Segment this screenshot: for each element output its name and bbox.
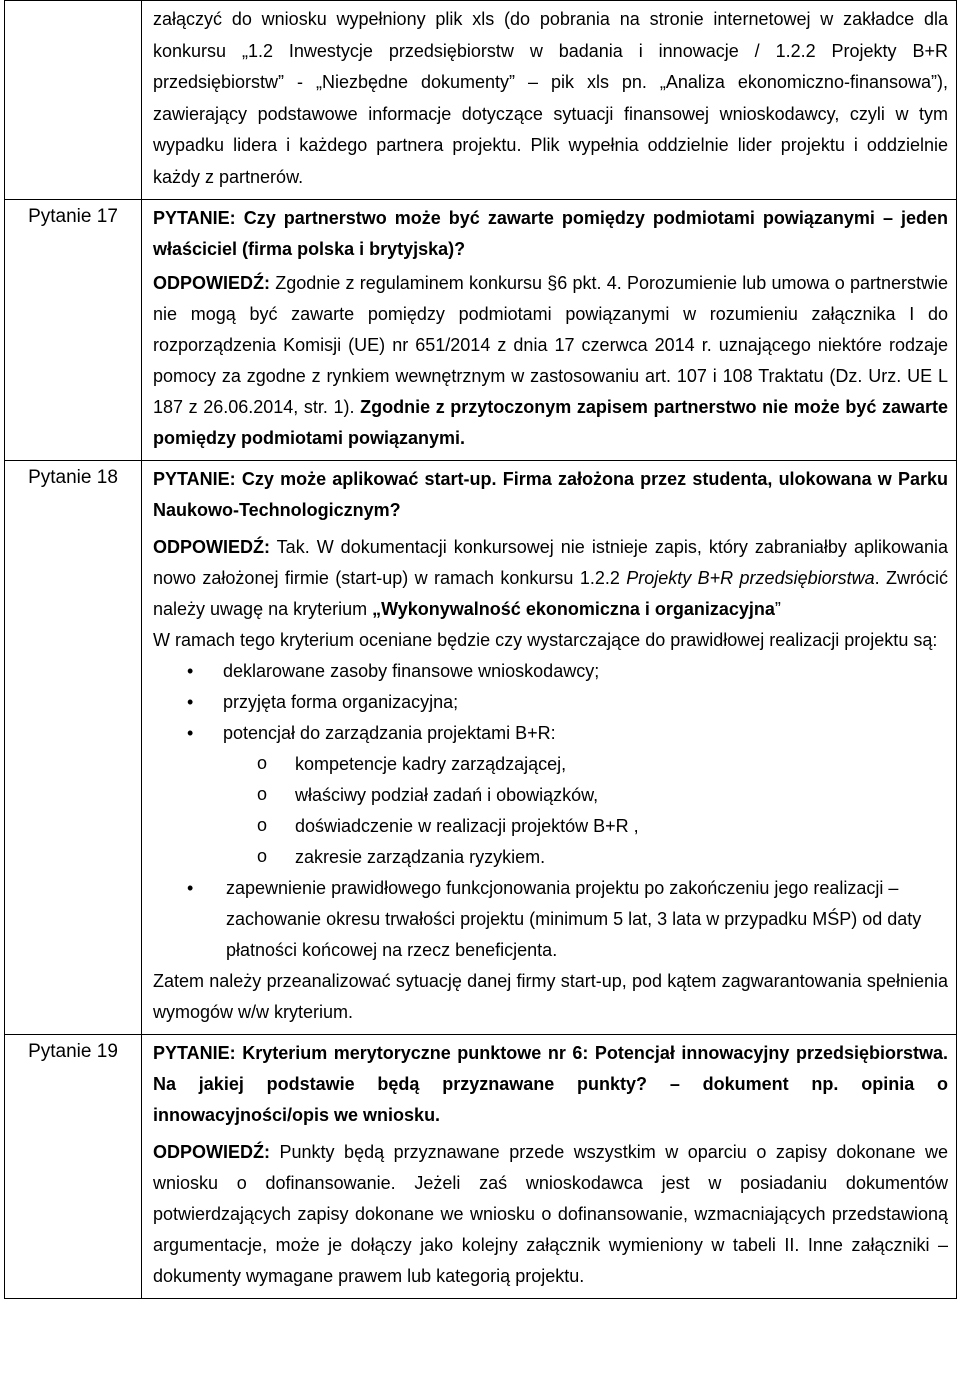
table-row bbox=[5, 1, 957, 200]
table-row bbox=[5, 200, 957, 461]
row-label-empty bbox=[5, 1, 142, 200]
list-item: • potencjał do zarządzania projektami B+R: o kompetencje kadry zarządzającej, o właściwy podział zadań i obowiązków, o doświadczenie w realizacji projektów B+R , o zakresie zarządzania ryzykiem. bbox=[153, 718, 948, 873]
question-label: Pytanie 18 bbox=[5, 461, 142, 1035]
row-content bbox=[142, 1, 957, 200]
answer-text: ODPOWIEDŹ: Tak. W dokumentacji konkursowej nie istnieje zapis, który zabraniałby aplikowania nowo założonej firmie (start-up) w ramach konkursu 1.2.2 Projekty B+R przedsiębiorstwa. Zwrócić należy uwagę na kryterium „Wykonywalność ekonomiczna i organizacyjna” bbox=[153, 537, 949, 619]
list-item: o właściwy podział zadań i obowiązków, bbox=[223, 780, 948, 811]
qa-table bbox=[4, 0, 957, 1299]
question-text: PYTANIE: Czy partnerstwo może być zawarte pomiędzy podmiotami powiązanymi – jeden właściciel (firma polska i brytyjska)? bbox=[153, 208, 948, 259]
list-item: o kompetencje kadry zarządzającej, bbox=[223, 749, 948, 780]
question-text: PYTANIE: Kryterium merytoryczne punktowe nr 6: Potencjał innowacyjny przedsiębiorstwa. Na jakiej podstawie będą przyznawane punkty? – dokument np. opinia o innowacyjności/opis we wniosku. bbox=[153, 1043, 948, 1125]
row-content bbox=[142, 1035, 957, 1299]
question-label: Pytanie 17 bbox=[5, 200, 142, 461]
continuation-text: załączyć do wniosku wypełniony plik xls (do pobrania na stronie internetowej w zakładce dla konkursu „1.2 Inwestycje przedsiębiorstw w badania i innowacje / 1.2.2 Projekty B+R przedsiębiorstw” - „Niezbędne dokumenty” – pik xls pn. „Analiza ekonomiczno-finansowa”), zawierający podstawowe informacje dotyczące sytuacji finansowej wnioskodawcy, czyli w tym wypadku lidera i każdego partnera projektu. Plik wypełnia oddzielnie lider projektu i oddzielnie każdy z partnerów. bbox=[153, 9, 948, 187]
table-row bbox=[5, 1035, 957, 1299]
table-row bbox=[5, 461, 957, 1035]
list-item: • deklarowane zasoby finansowe wnioskodawcy; bbox=[153, 656, 948, 687]
list-item: • zapewnienie prawidłowego funkcjonowania projektu po zakończeniu jego realizacji –zachowanie okresu trwałości projektu (minimum 5 lat, 3 lata w przypadku MŚP) od daty płatności końcowej na rzecz beneficjenta. bbox=[153, 873, 948, 966]
criterion-intro: W ramach tego kryterium oceniane będzie czy wystarczające do prawidłowej realizacji projektu są: bbox=[153, 630, 938, 650]
list-item: • przyjęta forma organizacyjna; bbox=[153, 687, 948, 718]
row-content bbox=[142, 461, 957, 1035]
conclusion-text: Zatem należy przeanalizować sytuację danej firmy start-up, pod kątem zagwarantowania spełnienia wymogów w/w kryterium. bbox=[153, 971, 948, 1022]
question-label: Pytanie 19 bbox=[5, 1035, 142, 1299]
question-text: PYTANIE: Czy może aplikować start-up. Firma założona przez studenta, ulokowana w Parku Naukowo-Technologicznym? bbox=[153, 469, 949, 520]
list-item: o doświadczenie w realizacji projektów B+R , bbox=[223, 811, 948, 842]
sub-list bbox=[223, 749, 948, 873]
row-content bbox=[142, 200, 957, 461]
list-item: o zakresie zarządzania ryzykiem. bbox=[223, 842, 948, 873]
answer-text: ODPOWIEDŹ: Zgodnie z regulaminem konkursu §6 pkt. 4. Porozumienie lub umowa o partnerstwie nie mogą być zawarte pomiędzy podmiotami powiązanymi w rozumieniu załącznika I do rozporządzenia Komisji (UE) nr 651/2014 z dnia 17 czerwca 2014 r. uznającego niektóre rodzaje pomocy za zgodne z rynkiem wewnętrznym w zastosowaniu art. 107 i 108 Traktatu (Dz. Urz. UE L 187 z 26.06.2014, str. 1). Zgodnie z przytoczonym zapisem partnerstwo nie może być zawarte pomiędzy podmiotami powiązanymi. bbox=[153, 273, 948, 448]
criteria-list bbox=[153, 656, 948, 966]
answer-text: ODPOWIEDŹ: Punkty będą przyznawane przede wszystkim w oparciu o zapisy dokonane we wniosku o dofinansowanie. Jeżeli zaś wnioskodawca jest w posiadaniu dokumentów potwierdzających zapisy dokonane we wniosku o dofinansowanie, wzmacniających przedstawioną argumentacje, może je dołączy jako kolejny załącznik wymieniony w tabeli II. Inne załączniki – dokumenty wymagane prawem lub kategorią projektu. bbox=[153, 1142, 948, 1286]
